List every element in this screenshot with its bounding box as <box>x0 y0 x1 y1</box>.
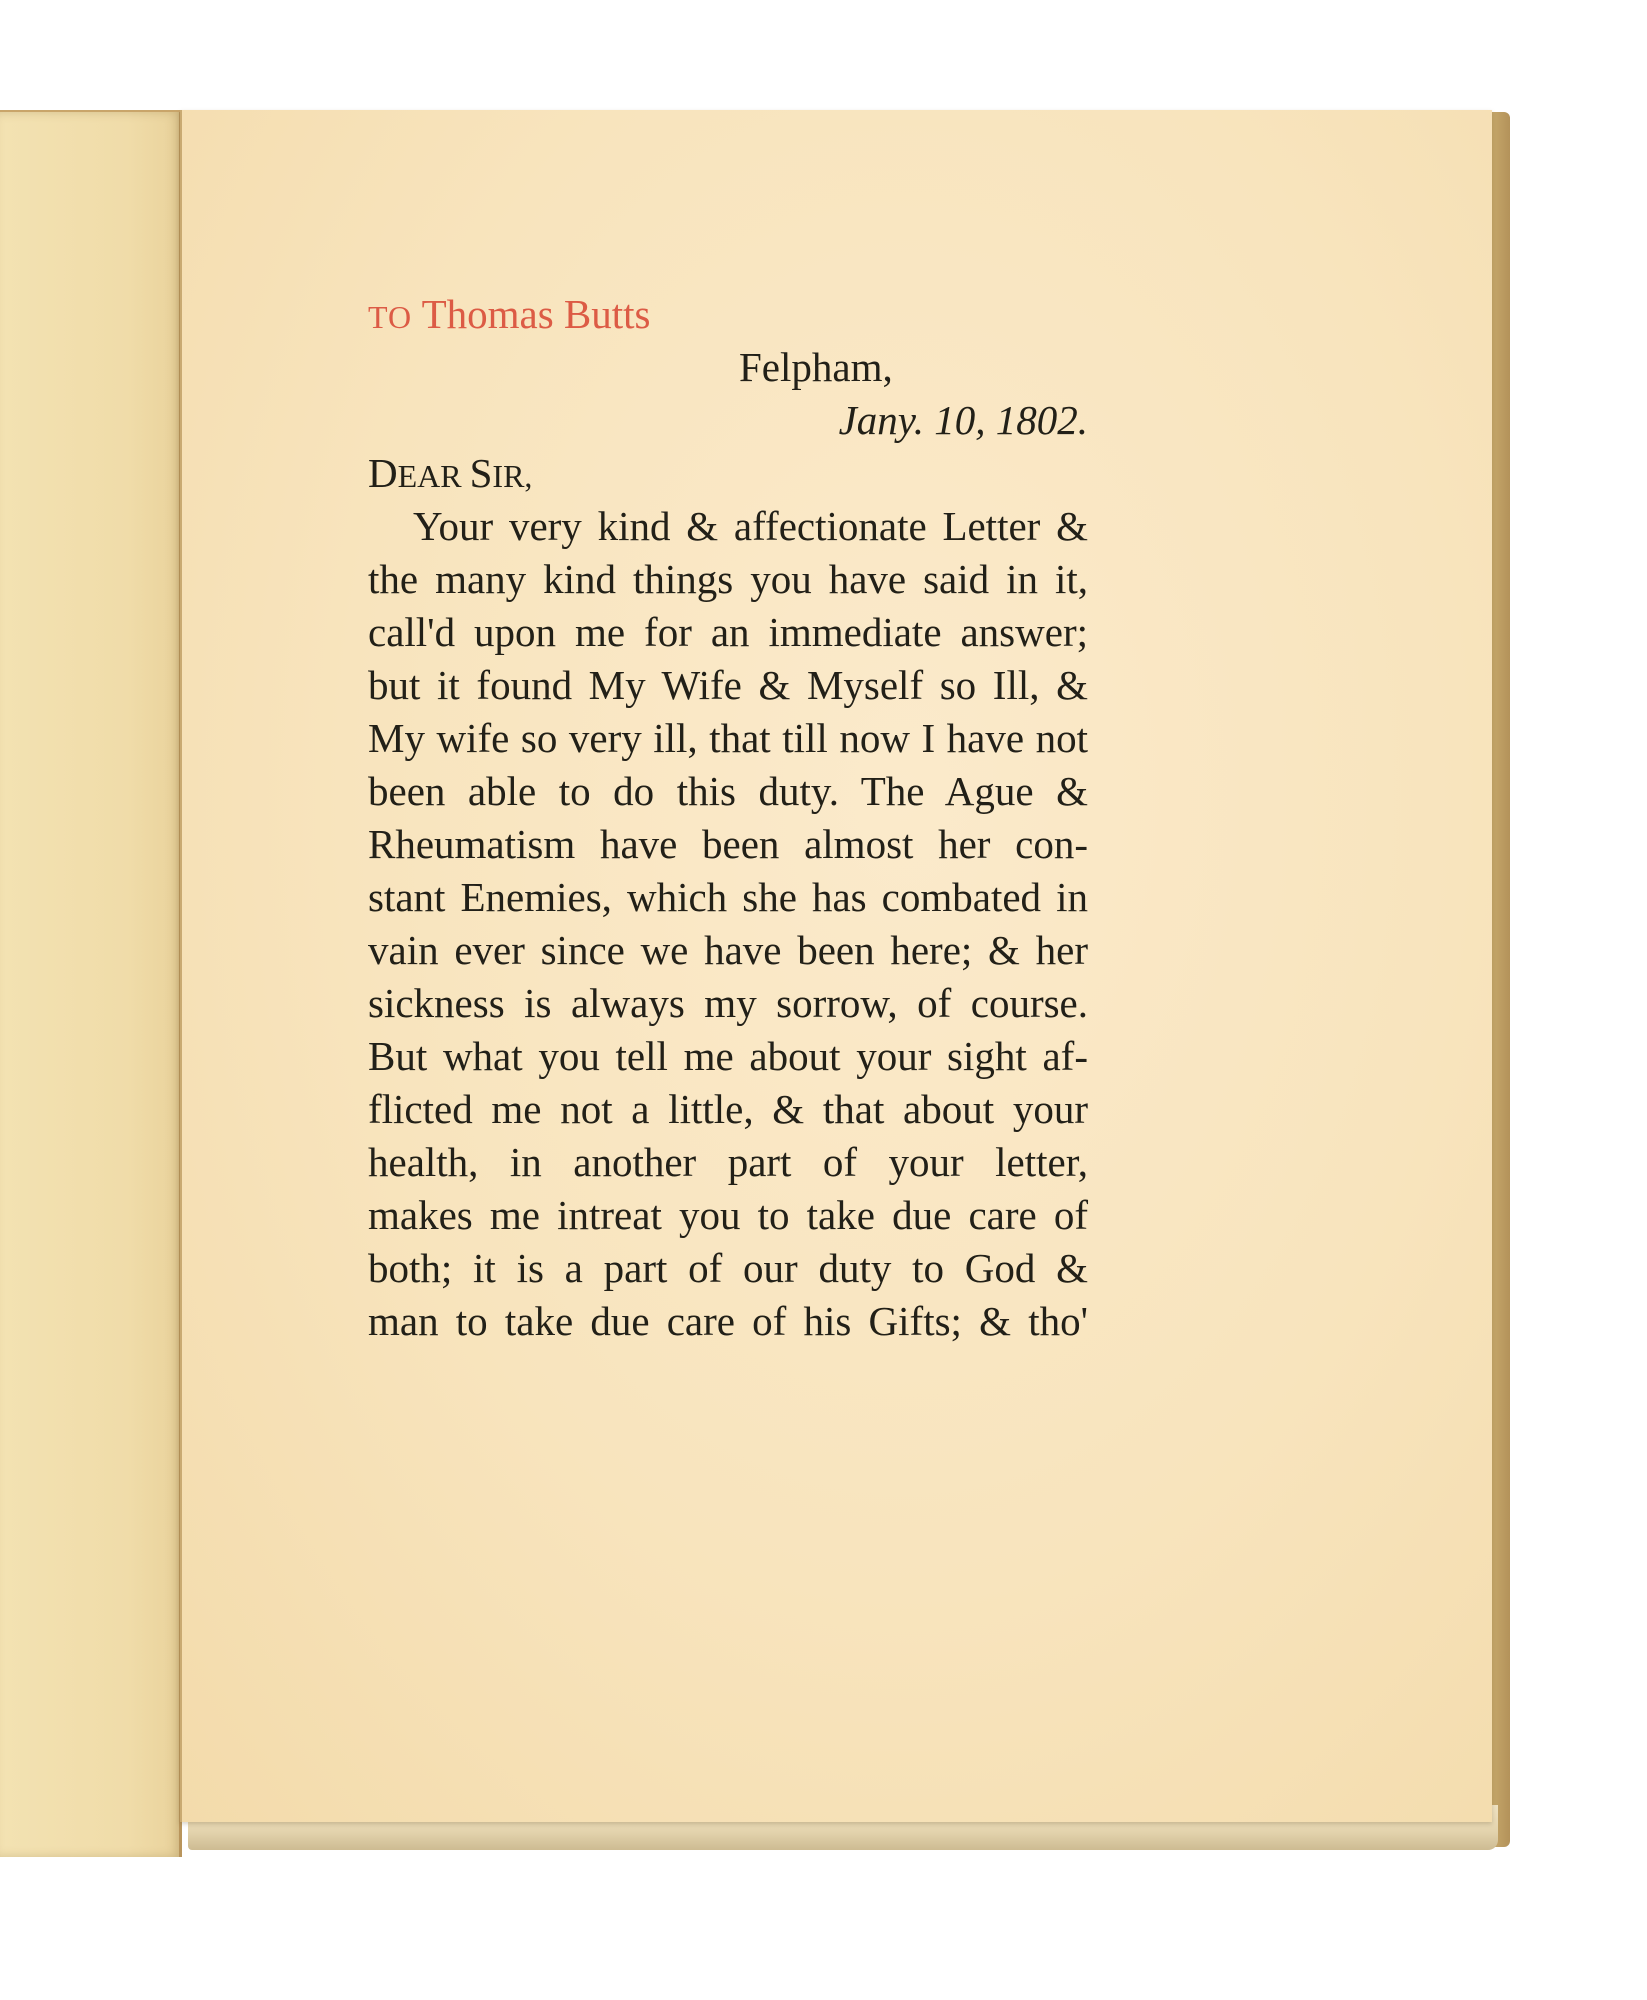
left-page <box>0 110 182 1857</box>
salutation-smallcaps-2: IR, <box>492 458 533 494</box>
body-line: My wife so very ill, that till now I have not <box>368 715 1088 761</box>
body-line: Your very kind & affectionate Letter & <box>413 503 1088 549</box>
body-line: vain ever since we have been here; & her <box>368 927 1088 973</box>
body-line: flicted me not a little, & that about your <box>368 1086 1088 1132</box>
body-line: health, in another part of your letter, <box>368 1139 1088 1185</box>
right-page <box>180 110 1492 1822</box>
letter-heading <box>368 288 1088 341</box>
salutation-initial-2: S <box>469 450 493 496</box>
body-line: man to take due care of his Gifts; & tho' <box>368 1298 1088 1344</box>
body-line: but it found My Wife & Myself so Ill, & <box>368 662 1088 708</box>
salutation <box>368 447 1088 500</box>
letter-place: Felpham, <box>739 344 893 390</box>
body-line: call'd upon me for an immediate answer; <box>368 609 1088 655</box>
body-line: both; it is a part of our duty to God & <box>368 1245 1088 1291</box>
body-line: Rheumatism have been almost her con- <box>368 821 1088 867</box>
body-line: makes me intreat you to take due care of <box>368 1192 1088 1238</box>
heading-name: Thomas Butts <box>421 291 651 337</box>
body-line: sickness is always my sorrow, of course. <box>368 980 1088 1026</box>
salutation-smallcaps: EAR <box>397 458 470 494</box>
body-line: stant Enemies, which she has combated in <box>368 874 1088 920</box>
body-line: the many kind things you have said in it, <box>368 556 1088 602</box>
salutation-initial: D <box>368 450 398 496</box>
heading-prefix: TO <box>368 299 413 335</box>
body-line: But what you tell me about your sight af- <box>368 1033 1088 1079</box>
body-line: been able to do this duty. The Ague & <box>368 768 1088 814</box>
letter-date: Jany. 10, 1802. <box>838 397 1088 443</box>
letter-text <box>368 288 1088 1348</box>
